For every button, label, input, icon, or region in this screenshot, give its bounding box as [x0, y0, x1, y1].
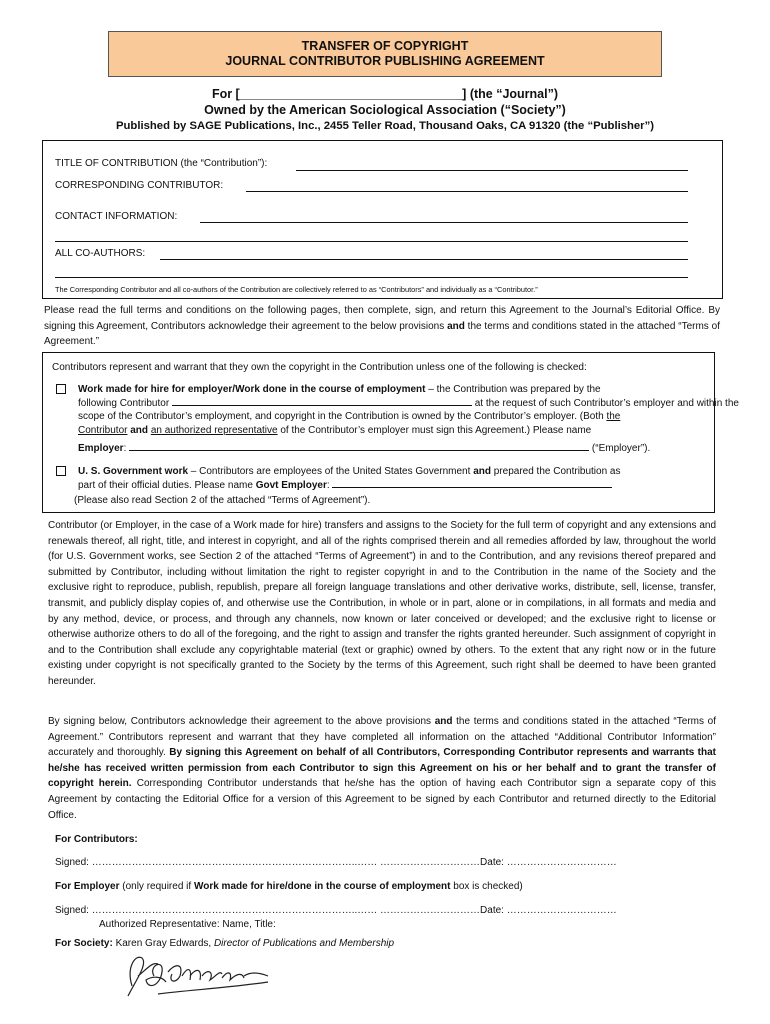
- contact-field-label: CONTACT INFORMATION:: [55, 211, 178, 222]
- title-line-1: TRANSFER OF COPYRIGHT: [301, 39, 469, 53]
- wmfh-contributor-line[interactable]: [172, 397, 472, 406]
- corresponding-field-line[interactable]: [246, 191, 688, 192]
- government-work-checkbox[interactable]: [56, 466, 66, 476]
- corresponding-field-label: CORRESPONDING CONTRIBUTOR:: [55, 180, 224, 191]
- transfer-paragraph: Contributor (or Employer, in the case of a Work made for hire) transfers and assigns to the Society for the full term of copyright and any extensions and renewals thereof, all right, title, and interest in copyright, and all of the rights comprised therein and all remedies afforded by law, throughout the world (for U.S. Government works, see Section 2 of the attached “Terms of Agreement”) in and to the Contribution, and any revisions thereof prepared and submitted by Contributor, including without limitation the right to register copyright in and to the Contribution in the name of the Society and the exclusive right to reproduce, publish, republish, prepare all foreign language translations and other derivative works, distribute, sell, license, transfer, transmit, and publicly display copies of, and otherwise use the Contribution, in whole or in part, alone or in compilations, in all formats and media and by any method, device, or process, and through any channels, now known or later conceived or developed; and the exclusive right to license or otherwise authorize others to do all of the foregoing, and the right to assign and transfer the rights granted hereunder. Such assignment of copyright in and to the Contribution shall exclude any copyrightable material (text or graphic) owned by others. To the extent that any right now or in the future existing under copyright is not specifically granted to the Society by the terms of this Agreement, such right shall be deemed to have been granted hereunder.: [48, 520, 716, 687]
- employer-field-line[interactable]: [129, 442, 589, 451]
- warranty-lead: Contributors represent and warrant that they own the copyright in the Contribution unless one of the following is checked:: [52, 362, 587, 373]
- for-society-line: For Society: Karen Gray Edwards, Director of Publications and Membership: [55, 938, 395, 949]
- wmfh-line-1: Work made for hire for employer/Work done in the course of employment – the Contribution was prepared by the: [78, 384, 601, 395]
- contact-field-line-2[interactable]: [55, 241, 688, 242]
- title-field-label: TITLE OF CONTRIBUTION (the “Contribution”):: [55, 158, 268, 169]
- gov-line-2: part of their official duties. Please name Govt Employer:: [78, 479, 612, 491]
- title-line-2: JOURNAL CONTRIBUTOR PUBLISHING AGREEMENT: [225, 54, 545, 68]
- gov-employer-field-line[interactable]: [332, 479, 612, 488]
- work-for-hire-checkbox[interactable]: [56, 384, 66, 394]
- contributor-signature-line[interactable]: Signed: ……………………………………………………………………..…… …………………………Date: ……………………………: [55, 857, 617, 868]
- intro-paragraph: Please read the full terms and conditions on the following pages, then complete, sign, and return this Agreement to the Journal’s Editorial Office. By signing this Agreement, Contributors acknowledge their agreement to the below provisions and the terms and conditions stated in the attached “Terms of Agreement.”: [44, 305, 720, 348]
- title-field-line[interactable]: [296, 170, 688, 171]
- for-contributors-label: For Contributors:: [55, 834, 138, 845]
- contributors-note: The Corresponding Contributor and all co-authors of the Contribution are collectively referred to as “Contributors” and individually as a “Contributor.”: [55, 285, 538, 294]
- title-box: [108, 31, 662, 77]
- society-signature-image: [118, 946, 278, 1004]
- employer-line: Employer: (“Employer”).: [78, 443, 651, 454]
- wmfh-line-3: scope of the Contributor’s employment, and copyright in the Contribution is owned by the Contributor’s employer. (Both the: [78, 411, 621, 422]
- coauthors-field-line[interactable]: [160, 259, 688, 260]
- coauthors-field-label: ALL CO-AUTHORS:: [55, 248, 146, 259]
- wmfh-line-2: following Contributor at the request of such Contributor’s employer and within the: [78, 398, 739, 409]
- for-employer-label: For Employer (only required if Work made for hire/done in the course of employment box is checked): [55, 881, 523, 892]
- publisher-line: Published by SAGE Publications, Inc., 2455 Teller Road, Thousand Oaks, CA 91320 (the “Publisher”): [116, 120, 654, 132]
- gov-line-1: U. S. Government work – Contributors are employees of the United States Government and prepared the Contribution as: [78, 466, 621, 477]
- wmfh-line-4: Contributor and an authorized representative of the Contributor’s employer must sign this Agreement.) Please name: [78, 425, 592, 436]
- contact-field-line[interactable]: [200, 222, 688, 223]
- journal-line: For [________________________________] (the “Journal”): [211, 87, 559, 101]
- gov-note: (Please also read Section 2 of the attached “Terms of Agreement”).: [74, 495, 371, 506]
- coauthors-field-line-2[interactable]: [55, 277, 688, 278]
- authorized-representative-label: Authorized Representative: Name, Title:: [99, 919, 276, 930]
- signing-paragraph: By signing below, Contributors acknowledge their agreement to the above provisions and the terms and conditions stated in the attached “Terms of Agreement.” Contributors represent and warrant that they have completed all information on the attached “Additional Contributor Information” accurately and thoroughly. By signing this Agreement on behalf of all Contributors, Corresponding Contributor represents and warrants that he/she has received written permission from each Contributor to sign this Agreement on his or her behalf and to grant the transfer of copyright herein. Corresponding Contributor understands that he/she has the option of having each Contributor sign a separate copy of this Agreement by contacting the Editorial Office for a version of this Agreement to be signed by each Contributor and returned directly to the Editorial Office.: [48, 716, 716, 821]
- owner-line: Owned by the American Sociological Association (“Society”): [204, 103, 566, 117]
- employer-signature-line[interactable]: Signed: ……………………………………………………………………..…… …………………………Date: ……………………………: [55, 905, 617, 916]
